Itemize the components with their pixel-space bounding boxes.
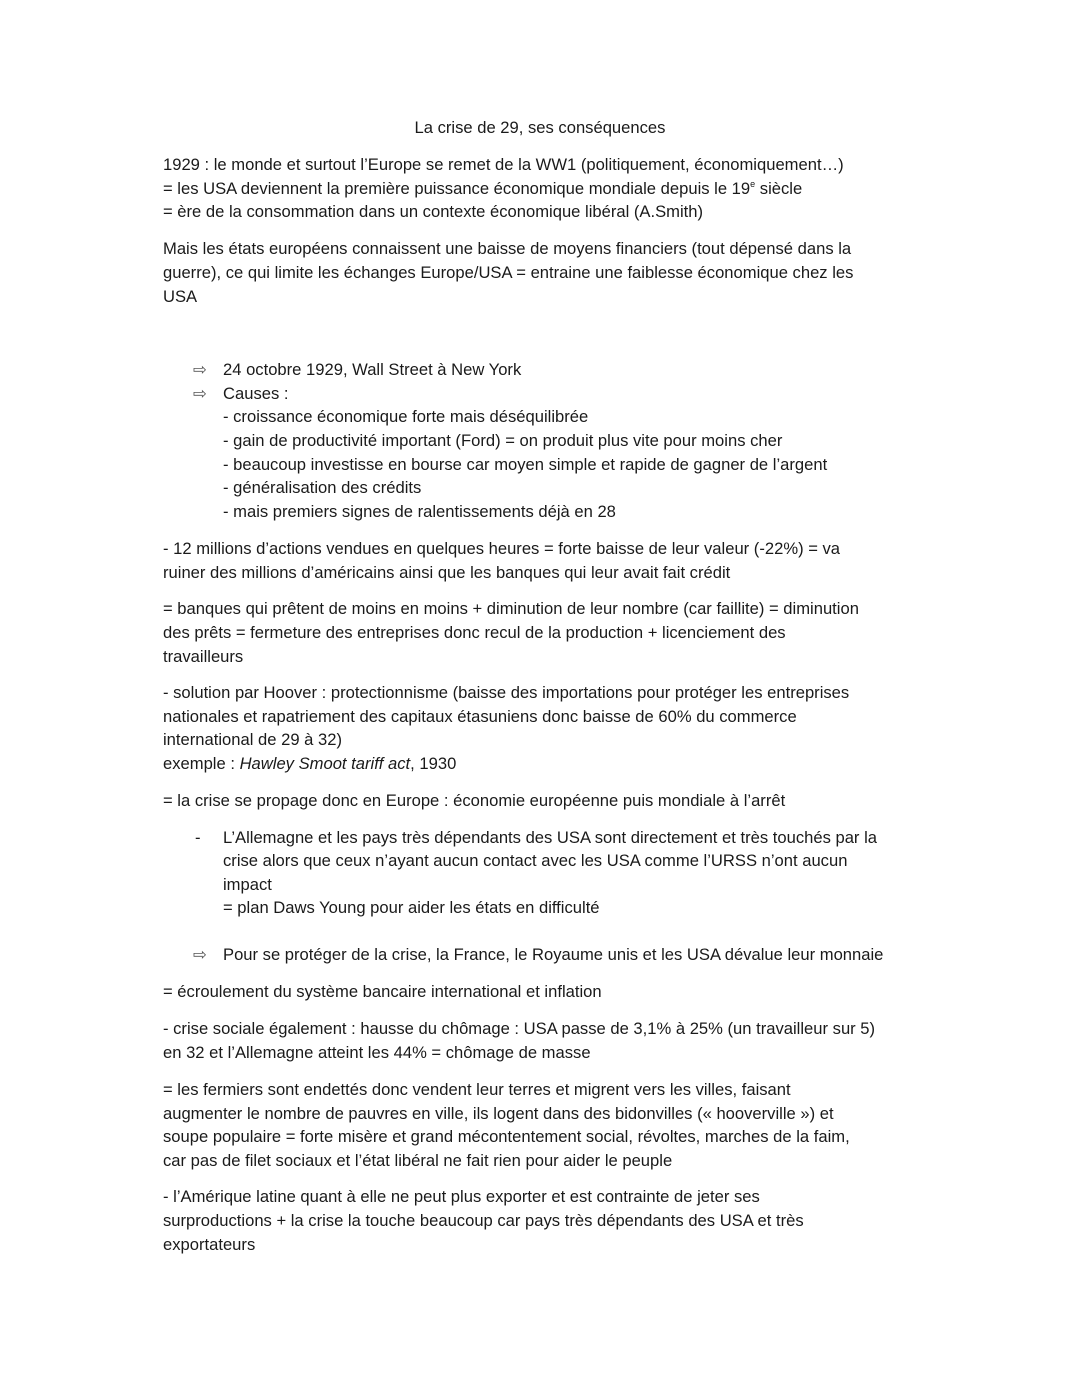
paragraph-line: en 32 et l’Allemagne atteint les 44% = chômage de masse — [163, 1043, 591, 1062]
paragraph-line: = la crise se propage donc en Europe : économie européenne puis mondiale à l’arrêt — [163, 791, 786, 810]
cause-item: - généralisation des crédits — [223, 478, 422, 497]
paragraph-line: ruiner des millions d’américains ainsi que les banques qui leur avait fait crédit — [163, 563, 731, 582]
arrow-bullet-icon: ⇨ — [193, 360, 207, 379]
list-item-line: = plan Daws Young pour aider les états en difficulté — [223, 898, 600, 917]
paragraph-line: - crise sociale également : hausse du chômage : USA passe de 3,1% à 25% (un travailleur sur 5) — [163, 1019, 876, 1038]
list-item-line: impact — [223, 875, 272, 894]
paragraph-line: - l’Amérique latine quant à elle ne peut plus exporter et est contrainte de jeter ses — [163, 1187, 760, 1206]
arrow-item: Pour se protéger de la crise, la France, le Royaume unis et les USA dévalue leur monnaie — [223, 945, 884, 964]
paragraph-line: USA — [163, 287, 198, 306]
arrow-bullet-icon: ⇨ — [193, 945, 207, 964]
italic-text: Hawley Smoot tariff act — [239, 754, 411, 773]
paragraph-line: exportateurs — [163, 1235, 256, 1254]
superscript: e — [750, 179, 756, 189]
paragraph-line: - 12 millions d’actions vendues en quelques heures = forte baisse de leur valeur (-22%) = va — [163, 539, 841, 558]
cause-item: - mais premiers signes de ralentissements déjà en 28 — [223, 502, 616, 521]
paragraph-line: guerre), ce qui limite les échanges Europe/USA = entraine une faiblesse économique chez les — [163, 263, 854, 282]
dash-bullet: - — [195, 828, 201, 847]
document-title: La crise de 29, ses conséquences — [414, 118, 666, 137]
paragraph-line: = banques qui prêtent de moins en moins + diminution de leur nombre (car faillite) = diminution — [163, 599, 859, 618]
paragraph-line: surproductions + la crise la touche beaucoup car pays très dépendants des USA et très — [163, 1211, 804, 1230]
text: , 1930 — [410, 754, 457, 773]
cause-item: - croissance économique forte mais déséquilibrée — [223, 407, 589, 426]
intro-line: = ère de la consommation dans un contexte économique libéral (A.Smith) — [163, 202, 704, 221]
list-item-line: L’Allemagne et les pays très dépendants des USA sont directement et très touchés par la — [223, 828, 877, 847]
arrow-item: Causes : — [223, 384, 289, 403]
paragraph-line: international de 29 à 32) — [163, 730, 342, 749]
paragraph-line: soupe populaire = forte misère et grand mécontentement social, révoltes, marches de la faim, — [163, 1127, 850, 1146]
cause-item: - beaucoup investisse en bourse car moyen simple et rapide de gagner de l’argent — [223, 455, 828, 474]
paragraph-line: car pas de filet sociaux et l’état libéral ne fait rien pour aider le peuple — [163, 1151, 673, 1170]
paragraph-line: nationales et rapatriement des capitaux étasuniens donc baisse de 60% du commerce — [163, 707, 797, 726]
list-item-line: crise alors que ceux n’ayant aucun contact avec les USA comme l’URSS n’ont aucun — [223, 851, 848, 870]
paragraph-line: = les fermiers sont endettés donc vendent leur terres et migrent vers les villes, faisant — [163, 1080, 791, 1099]
arrow-item: 24 octobre 1929, Wall Street à New York — [223, 360, 522, 379]
text: exemple : — [163, 754, 240, 773]
paragraph-line: - solution par Hoover : protectionnisme (baisse des importations pour protéger les entreprises — [163, 683, 850, 702]
cause-item: - gain de productivité important (Ford) = on produit plus vite pour moins cher — [223, 431, 783, 450]
paragraph-line: augmenter le nombre de pauvres en ville, ils logent dans des bidonvilles (« hooverville ») et — [163, 1104, 834, 1123]
paragraph-line: Mais les états européens connaissent une baisse de moyens financiers (tout dépensé dans la — [163, 239, 852, 258]
text: siècle — [755, 179, 803, 198]
paragraph-line: des prêts = fermeture des entreprises donc recul de la production + licenciement des — [163, 623, 786, 642]
example-line — [163, 754, 456, 774]
arrow-bullet-icon: ⇨ — [193, 384, 207, 403]
paragraph-line: = écroulement du système bancaire international et inflation — [163, 982, 602, 1001]
intro-line: 1929 : le monde et surtout l’Europe se remet de la WW1 (politiquement, économiquement…) — [163, 155, 844, 174]
paragraph-line: travailleurs — [163, 647, 244, 666]
intro-line — [163, 179, 802, 199]
text: = les USA deviennent la première puissance économique mondiale depuis le 19 — [163, 179, 751, 198]
